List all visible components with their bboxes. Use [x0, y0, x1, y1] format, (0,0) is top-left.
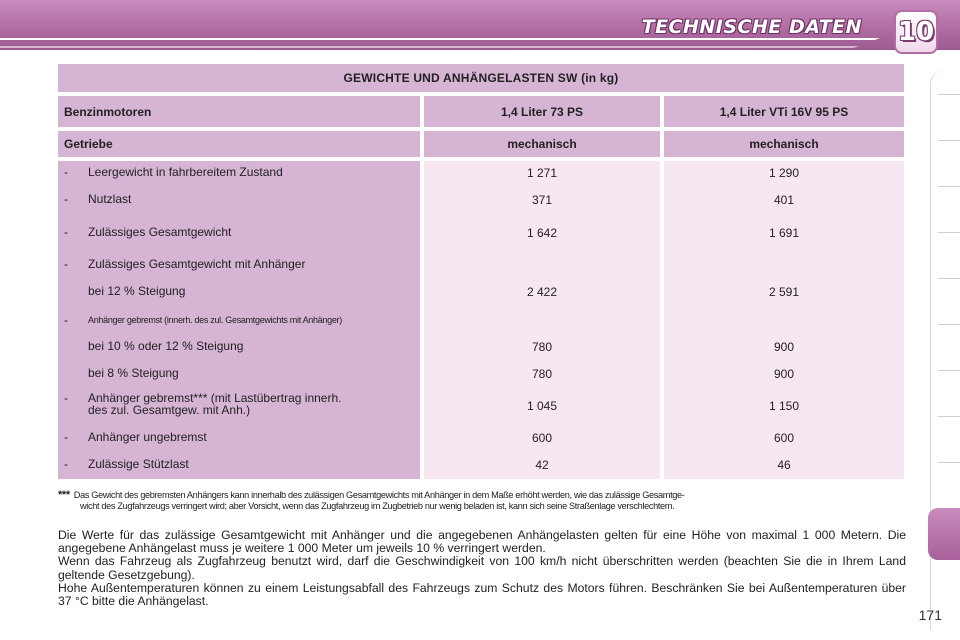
chapter-badge: 10: [894, 10, 938, 54]
engine-header-row: [58, 96, 904, 127]
engine-label: Benzinmotoren: [58, 96, 420, 127]
footnote: [58, 490, 908, 512]
table-cell: 2 591: [768, 285, 800, 299]
paragraph: Hohe Außentemperaturen können zu einem Leistungsabfall des Fahrzeugs zum Schutz des Motors führen. Beschränken Sie bei Außentemperaturen über 37 °C bitte die Anhängelast.: [58, 580, 906, 609]
table-cell: 2 422: [526, 285, 558, 299]
table-cell: 900: [773, 340, 795, 354]
table-body: [58, 161, 904, 479]
header-lines: [0, 38, 880, 48]
table-cell: 401: [773, 193, 795, 207]
table-cell: 42: [535, 458, 549, 472]
gear-header-row: [58, 131, 904, 157]
footnote-marker: ***: [58, 489, 70, 501]
table-cell: 600: [773, 431, 795, 445]
chapter-tab-active[interactable]: [928, 508, 960, 560]
table-title: GEWICHTE UND ANHÄNGELASTEN SW (in kg): [58, 64, 904, 92]
paragraph: Wenn das Fahrzeug als Zugfahrzeug benutzt wird, darf die Geschwindigkeit von 100 km/h nicht überschritten werden (beachten Sie die in Ihrem Land geltende Gesetzgebung).: [58, 554, 906, 582]
label-column: - Leergewicht in fahrbereitem Zustand - Nutzlast - Zulässiges Gesamtgewicht - Zulässiges Gesamtgewicht mit Anhänger bei 12 % Steigung - Anhänger gebremst (innerh. des zul. Gesamtgewichts mit Anhänger) bei 10 % oder 12 % Steigung bei 8 % Steigung - Anhänger gebremst*** (mit Lastübertrag innerh. des zul. Gesamtgew. mit Anh.) - Anhänger ungebremst - Zulässige Stützlast: [58, 161, 420, 479]
table-cell: 900: [773, 367, 795, 381]
table-cell: 600: [531, 431, 553, 445]
table-cell: 780: [531, 367, 553, 381]
body-text: [58, 529, 906, 608]
page-number: 171: [918, 607, 942, 623]
engine-col-2: 1,4 Liter VTi 16V 95 PS: [664, 96, 904, 127]
table-cell: 1 045: [526, 399, 558, 413]
table-cell: 1 642: [526, 226, 558, 240]
gear-col-2: mechanisch: [664, 131, 904, 157]
table-cell: 371: [531, 193, 553, 207]
table-cell: 780: [531, 340, 553, 354]
table-cell: 46: [777, 458, 791, 472]
paragraph: Die Werte für das zulässige Gesamtgewicht mit Anhänger und die angegebenen Anhängelasten gelten für eine Höhe von maximal 1 000 Metern. Die angegebene Anhängelast muss je weitere 1 000 Meter um jeweils 10 % verringert werden.: [58, 528, 906, 556]
engine-col-1: 1,4 Liter 73 PS: [424, 96, 660, 127]
values-column-1: [424, 161, 660, 479]
weights-table: [58, 64, 904, 479]
table-cell: 1 290: [768, 166, 800, 180]
table-cell: 1 150: [768, 399, 800, 413]
gear-label: Getriebe: [58, 131, 420, 157]
table-cell: 1 691: [768, 226, 800, 240]
page-title: TECHNISCHE DATEN: [641, 16, 862, 38]
values-column-2: [664, 161, 904, 479]
footnote-line-1: Das Gewicht des gebremsten Anhängers kann innerhalb des zulässigen Gesamtgewichts mit Anhänger in dem Maße erhöht werden, wie das zulässige Gesamtge-: [73, 490, 685, 500]
footnote-line-2: wicht des Zugfahrzeugs verringert wird; aber Vorsicht, wenn das Zugfahrzeug im Zugbetrieb nur wenig beladen ist, kann sich seine Straßenlage verschlechtern.: [80, 501, 675, 511]
gear-col-1: mechanisch: [424, 131, 660, 157]
table-cell: 1 271: [526, 166, 558, 180]
header-band: [0, 0, 960, 50]
